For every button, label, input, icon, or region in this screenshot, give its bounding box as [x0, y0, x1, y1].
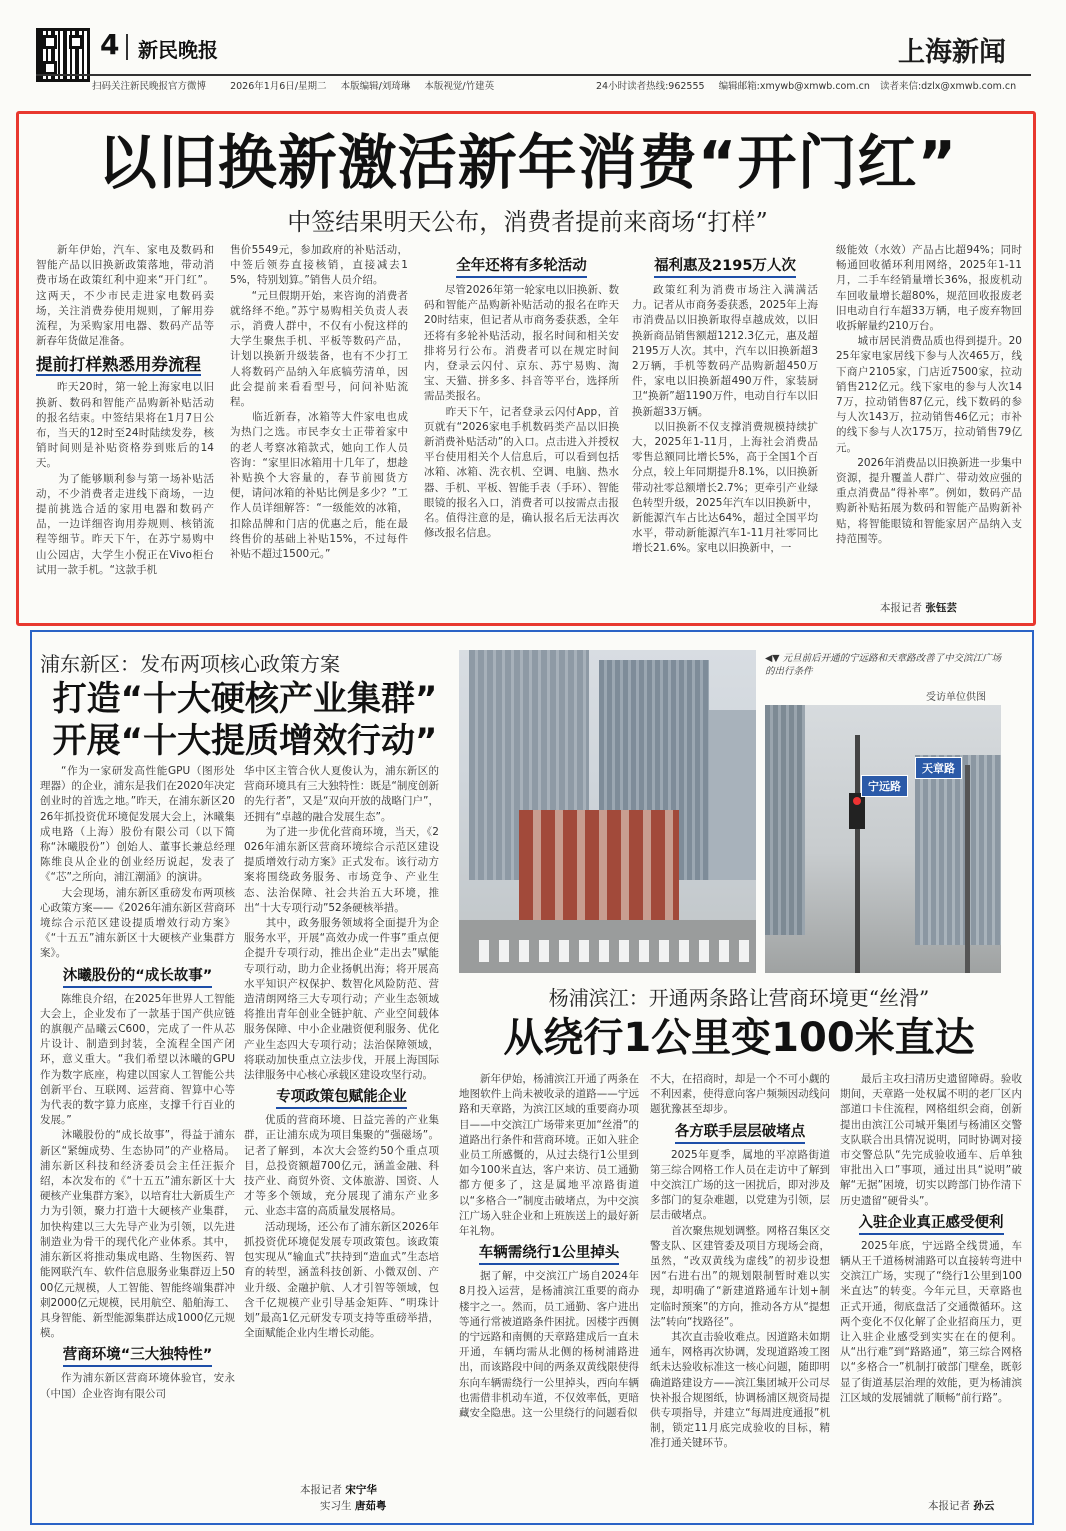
- caption-arrow-icon: ◀▼: [765, 653, 783, 664]
- subheading: 车辆需绕行1公里掉头: [459, 1244, 639, 1265]
- paragraph: 昨天20时，第一轮上海家电以旧换新、数码和智能产品购新补贴活动的报名结束。中签结果将在1月7日公布，当天的12时至24时陆续发券，核销时间则是补贴资格券到账后的14天。 为了能够顺利参与第一场补贴活动，不少消费者走进线下商场，一边提前挑选合适的家用电器和数码产品，一边详细咨询用券规则、核销流程等细节。昨天下午，在苏宁易购中山公园店，大学生小倪正在Vivo柜台试用一款手机。“这款手机: [36, 381, 214, 576]
- author-name: 宋宁华: [345, 1484, 377, 1496]
- subheading: 沐曦股份的“成长故事”: [40, 967, 235, 988]
- paragraph: 新年伊始，杨浦滨江开通了两条在地图软件上尚未被收录的道路——宁远路和天章路，为滨江区域的重要商办项目——中交滨江广场带来更加“丝滑”的道路出行条件和营商环境。正如入驻企业员工所感慨的，从过去绕行1公里到如今100米直达，客户来访、员工通勤都方便多了，这是属地平凉路街道以“多格合一”制度击破堵点，为中交滨江广场入驻企业和上班族送上的最好新年礼物。: [459, 1073, 639, 1238]
- author-name: 张钰芸: [925, 602, 957, 614]
- photo-building[interactable]: [459, 650, 756, 973]
- issue-date: 2026年1月6日/星期二: [230, 81, 327, 92]
- paragraph: 最后主攻扫清历史遗留障碍。验收期间，天章路一处权属不明的老厂区内部道口卡住流程，网格组织会商，创新提出由滨江公司城开集团与杨浦区交警支队联合出具情况说明，同时协调对接市交警总队“先完成验收通车、后单独审批出入口”事项，通过出具“说明”破解“无据”困境，切实以跨部门协作清下历史遗留“硬骨头”。: [840, 1073, 1022, 1207]
- top-story-byline: 本报记者 张钰芸: [880, 602, 957, 614]
- author-name: 孙云: [973, 1500, 995, 1512]
- yangpu-col1: [459, 1072, 639, 1516]
- paper-name: 新民晚报: [138, 38, 218, 62]
- subheading: 各方联手层层破堵点: [650, 1123, 830, 1144]
- pudong-colA: [40, 764, 235, 1516]
- top-story-col4: [632, 257, 818, 616]
- paragraph: 级能效（水效）产品占比超94%；同时畅通回收循环利用网络，2025年1-11月，二手车经销量增长36%，报废机动车回收量增长超80%，规范回收报废老旧电动自行车超33万辆，电子废弃物回收拆解量约210万台。 城市居民消费品质也得到提升。2025年家电家居线下参与人次465万，线下商户2105家，门店近7500家，拉动销售212亿元。线下家电的参与人次147万，拉动销售87亿元，线下数码的参与人次143万，拉动销售46亿元；市补的线下参与人次175万，拉动销售79亿元。 2026年消费品以旧换新进一步集中资源，提升覆盖人群广、带动效应强的重点消费品“得补率”。例如，数码产品购新补贴拓展为数码和智能产品购新补贴，将智能眼镜和智能家居产品纳入支持范围等。: [836, 244, 1022, 545]
- top-story-col5: [836, 243, 1022, 600]
- pudong-headline-2: 开展“十大提质增效行动”: [52, 721, 438, 761]
- pudong-byline: 本报记者 宋宁华 实习生 唐茹粤: [300, 1484, 387, 1512]
- reader-hotline: 24小时读者热线:962555: [596, 81, 705, 92]
- pudong-headline-1: 打造“十大硬核产业集群”: [52, 679, 438, 719]
- photo-street-sign[interactable]: [765, 705, 1001, 973]
- paragraph: 陈维良介绍，在2025年世界人工智能大会上，企业发布了一款基于国产供应链的旗舰产品曦云C600，完成了一件从芯片设计、制造到封装，全流程全国产闭环，意义重大。“我们希望以沐曦的GPU作为数字底座，构建以国家人工智能公共创新平台、互联网、运营商、智算中心等为代表的数字算力底座，支撑千行百业的发展。” 沐曦股份的“成长故事”，得益于浦东新区“紧缠成势、生态协同”的产业格局。浦东新区科技和经济委员会主任汪振介绍，本次发布的《“十五五”浦东新区十大硬核产业集群方案》，以培育壮大新质生产力为引领，聚力打造十大硬核产业集群，加快构建以三大先导产业为引领，以先进制造业为骨干的现代化产业体系。其中，浦东新区将推动集成电路、生物医药、智能网联汽车、软件信息服务业集群迈上5000亿元规模，人工智能、智能终端集群冲刺2000亿元规模，民用航空、船舶海工、具身智能、新型能源集群达成1000亿元规模。: [40, 992, 235, 1340]
- subheading: 提前打样熟悉用券流程: [36, 355, 201, 375]
- yangpu-col2: [650, 1072, 830, 1516]
- author-name: 唐茹粤: [354, 1500, 387, 1512]
- photo-credit: 受访单位供图: [926, 692, 986, 703]
- paragraph: 不大，在招商时，却是一个不可小觑的不利因素，使得意向客户频频因动线问题犹豫甚至却步。: [650, 1073, 830, 1116]
- yangpu-headline: 从绕行1公里变100米直达: [503, 1015, 975, 1061]
- paragraph: “作为一家研发高性能GPU（图形处理器）的企业，浦东是我们在2020年决定创业时的首选之地。”昨天，在浦东新区2026年抓投资优环境促发展大会上，沐曦集成电路（上海）股份有限公司（以下简称“沐曦股份”）创始人、董事长兼总经理陈维良从企业的创业经历说起，发表了《“芯”之所向，浦江潮涌》的演讲。 大会现场，浦东新区重磅发布两项核心政策方案——《2026年浦东新区营商环境综合示范区建设提质增效行动方案》《“十五五”浦东新区十大硬核产业集群方案》。: [40, 765, 235, 960]
- subheading: 入驻企业真正感受便利: [840, 1214, 1022, 1235]
- subheading: 全年还将有多轮活动: [424, 257, 619, 278]
- yangpu-byline: 本报记者 孙云: [928, 1500, 995, 1512]
- top-story-col2: [230, 243, 408, 616]
- street-sign-ningyuan: 宁远路: [861, 775, 908, 797]
- masthead: [0, 0, 1066, 100]
- paragraph: 售价5549元，参加政府的补贴活动，中签后领券直接核销，直接减去15%，特别划算。”销售人员介绍。 “元旦假期开始，来咨询的消费者就络绎不绝。”苏宁易购相关负责人表示，消费人群中，不仅有小倪这样的大学生聚焦手机、平板等数码产品，计划以换新升级装备，也有不少打工人将数码产品纳入年底犒劳清单，因此会提前来看看型号，问问补贴流程。 临近新春，冰箱等大件家电也成为热门之选。市民李女士正带着家中的老人考察冰箱款式，她向工作人员咨询：“家里旧冰箱用十几年了，想趁补贴换个大容量的，春节前囤货方便，请问冰箱的补贴比例是多少？”工作人员详细解答：“一级能效的冰箱，扣除品牌和门店的优惠之后，能在最终售价的基础上补贴15%，不过每件补贴不超过1500元。”: [230, 244, 408, 561]
- visual-editor: 本版视觉/竹建英: [424, 81, 495, 92]
- paragraph: 尽管2026年第一轮家电以旧换新、数码和智能产品购新补贴活动的报名在昨天20时结束，但记者从市商务委获悉，全年还将有多轮补贴活动，报名时间和相关安排将另行公布。消费者可以在规定时间内，登录云闪付、京东、苏宁易购、淘宝、天猫、拼多多、抖音等平台，选择所需品类报名。 昨天下午，记者登录云闪付App，首页就有“2026家电手机数码类产品以旧换新消费补贴活动”的入口。点击进入并授权平台使用相关个人信息后，可以看到包括冰箱、冰箱、洗衣机、空调、电脑、热水器、手机、平板、智能手表（手环）、智能眼镜的报名入口，消费者可以按需点击报名。值得注意的是，确认报名后无法再次修改报名信息。: [424, 284, 619, 540]
- top-story-col3: [424, 257, 619, 616]
- yangpu-kicker: 杨浦滨江：开通两条路让营商环境更“丝滑”: [548, 986, 930, 1010]
- masthead-divider: [126, 34, 128, 60]
- top-story-headline: 以旧换新激活新年消费“开门红”: [97, 128, 958, 197]
- top-story-col1: [36, 243, 214, 616]
- paragraph: 据了解，中交滨江广场自2024年8月投入运营，是杨浦滨江重要的商办楼宇之一。然而，员工通勤、客户进出等通行常被道路条件困扰。因楼宇西侧的宁远路和南侧的天章路建成后一直未开通，车辆均需从北侧的杨树浦路进出，而该路段中间的两条双黄线限使得东向车辆需绕行一公里掉头，西向车辆也需借非机动车道，不仅效率低，更暗藏安全隐患。这一公里绕行的问题看似: [459, 1270, 639, 1420]
- paragraph: 华中区主管合伙人夏俊认为，浦东新区的营商环境具有三大独特性：既是“制度创新的先行者”，又是“双向开放的战略门户”，还拥有“卓越的融合发展生态”。 为了进一步优化营商环境，当天，《2026年浦东新区营商环境综合示范区建设提质增效行动方案》正式发布。该行动方案将围绕政务服务、市场竞争、产业生态、法治保障、社会共治五大环境，推出“十大专项行动”52条硬核举措。 其中，政务服务领域将全面提升为企服务水平，开展“高效办成一件事”重点便企提升专项行动，推出企业“走出去”赋能专项行动，助力企业扬帆出海；将开展高水平知识产权保护、数智化风险防范、营造清朗网络三大专项行动；产业生态领域将推出青年创业全链护航、产业空间载体服务保障、中小企业融资便利服务、优化产业生态四大专项行动；法治保障领域，将联动加快重点立法步伐，开展上海国际法律服务中心核心承载区建设攻坚行动。: [244, 765, 439, 1082]
- pudong-colB: [244, 764, 439, 1478]
- editor: 本版编辑/刘琦琳: [340, 81, 411, 92]
- street-sign-tianzhang: 天章路: [915, 757, 962, 779]
- subheading: 专项政策包赋能企业: [244, 1088, 439, 1109]
- yangpu-col3: [840, 1072, 1022, 1496]
- paragraph: 2025年夏季，属地的平凉路街道第三综合网格工作人员在走访中了解到中交滨江广场的这一困扰后，即对涉及多部门的复杂难题，以党建为引领，层层击破堵点。 首次聚焦规划调整。网格召集区交警支队、区建管委及项目方现场会商，虽然，“改双黄线为虚线”的初步设想因“右进右出”的规划限制暂时难以实现，却明确了“新建道路通车计划+制定临时预案”的方向，推动各方从“提想法”转向“找路径”。 其次直击验收难点。因道路未如期通车，网格再次协调，发现道路竣工图纸未达验收标准这一核心问题，随即明确道路建设方——滨江集团城开公司尽快补报合规图纸，协调杨浦区规资局提供专项指导，并建立“每周进度通报”机制，锁定11月底完成验收的目标，精准打通关键环节。: [650, 1148, 830, 1450]
- page-number: 4: [100, 28, 120, 61]
- section-title: 上海新闻: [898, 37, 1006, 68]
- paragraph: 优质的营商环境、日益完善的产业集群，正让浦东成为项目集聚的“强磁场”。记者了解到，本次大会签约50个重点项目，总投资额超700亿元，涵盖金融、科技产业、商贸外资、文体旅游、国资、人才等多个领域，充分展现了浦东产业多元、业态丰富的高质量发展格局。 活动现场，还公布了浦东新区2026年抓投资优环境促发展专项政策包。该政策包实现从“输血式”扶持到“造血式”生态培育的转型，涵盖科技创新、小微双创、产业升级、金融护航、人才引智等领域，包含千亿规模产业引导基金矩阵、“明珠计划”最高1亿元研发专项支持等重磅举措，全面赋能企业内生增长动能。: [244, 1114, 439, 1340]
- paragraph: 作为浦东新区营商环境体验官，安永（中国）企业咨询有限公司: [40, 1372, 235, 1400]
- pudong-kicker: 浦东新区：发布两项核心政策方案: [40, 652, 340, 676]
- subheading: 福利惠及2195万人次: [632, 257, 818, 278]
- paragraph: 政策红利为消费市场注入满满活力。记者从市商务委获悉，2025年上海市消费品以旧换新取得卓越成效，以旧换新商品销售额超1212.3亿元，惠及超2195万人次。其中，汽车以旧换新超32万辆，手机等数码产品购新超450万件，家电以旧换新超490万件，家装厨卫“换新”超1190万件，电动自行车以旧换新超33万辆。 以旧换新不仅支撑消费规模持续扩大，2025年1-11月，上海社会消费品零售总额同比增长5%，高于全国1个百分点，较上年同期提升8.1%，以旧换新带动社零总额增长2.7%；更牵引产业绿色转型升级，2025年汽车以旧换新中，新能源汽车占比达64%，超过全国平均水平，带动新能源汽车1-11月社零同比增长21.6%。家电以旧换新中，一: [632, 284, 818, 555]
- editor-email[interactable]: 编辑邮箱:xmywb@xmwb.com.cn: [718, 81, 870, 92]
- reader-email[interactable]: 读者来信:dzlx@xmwb.com.cn: [879, 81, 1017, 92]
- photo-caption: ◀▼ 元旦前后开通的宁远路和天章路改善了中交滨江广场的出行条件: [765, 653, 1002, 677]
- masthead-rule: [36, 74, 1031, 76]
- paragraph: 新年伊始，汽车、家电及数码和智能产品以旧换新政策落地，带动消费市场在政策红利中迎来“开门红”。这两天，不少市民走进家电数码卖场，关注消费券使用规则，了解用券流程，为采购家用电器、数码产品等新春年货做足准备。: [36, 244, 214, 348]
- paragraph: 2025年底，宁远路全线贯通，车辆从王千道杨树浦路可以直接转弯进中交滨江广场，实现了“绕行1公里到100米直达”的转变。今年元旦，天章路也正式开通，彻底盘活了交通微循环。这两个变化不仅化解了企业招商压力，更让入驻企业感受到实实在在的便利。从“出行难”到“路路通”，第三综合网格以“多格合一”机制打破部门壁垒，既彰显了街道基层治理的效能，更为杨浦滨江区域的发展铺就了顺畅“前行路”。: [840, 1239, 1022, 1404]
- subheading: 营商环境“三大独特性”: [40, 1346, 235, 1367]
- top-story-subhead: 中签结果明天公布，消费者提前来商场“打样”: [287, 208, 768, 236]
- qr-caption: 扫码关注新民晚报官方微博: [92, 81, 207, 92]
